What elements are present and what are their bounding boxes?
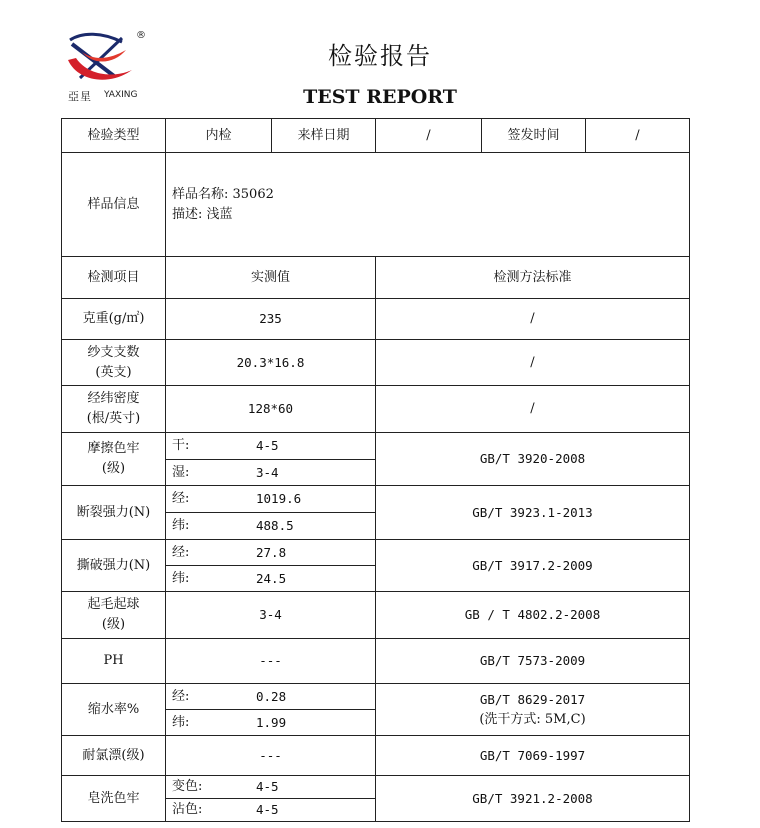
rubbing-wet-value: 3-4 [256,464,279,480]
table-row [62,592,690,639]
sample-date-value: / [376,119,482,153]
soap-stain-value: 4-5 [256,802,279,817]
soap-stain-label: 沾色: [172,802,203,817]
item-ph: PH [62,639,166,684]
rubbing-dry-cell [166,433,376,460]
table-row [62,736,690,776]
tensile-weft-cell [166,513,376,540]
item-tensile: 断裂强力(N) [62,486,166,540]
tear-weft-label: 纬: [172,570,190,586]
tear-weft-value: 24.5 [256,570,287,586]
shrink-warp-value: 0.28 [256,688,287,704]
table-row [62,776,690,799]
tear-warp-label: 经: [172,544,190,560]
tensile-warp-cell [166,486,376,513]
item-density [62,386,166,433]
shrink-weft-label: 纬: [172,714,190,730]
table-row [62,340,690,386]
shrink-warp-label: 经: [172,688,190,704]
item-weight: 克重(g/㎡) [62,299,166,340]
method-soap: GB/T 3921.2-2008 [376,776,690,822]
method-pilling: GB / T 4802.2-2008 [376,592,690,639]
sample-info-content [166,153,690,257]
sample-info-row [62,153,690,257]
item-soap: 皂洗色牢 [62,776,166,822]
col-value-header: 实测值 [166,257,376,299]
table-row [62,639,690,684]
method-rubbing: GB/T 3920-2008 [376,433,690,486]
item-pilling [62,592,166,639]
value-pilling: 3-4 [166,592,376,639]
item-rubbing-line1: 摩擦色牢 [87,441,140,456]
method-density: / [376,386,690,433]
col-item-header: 检测项目 [62,257,166,299]
header-row [62,119,690,153]
sample-info-label: 样品信息 [62,153,166,257]
sample-name-line: 样品名称: 35062 [172,186,274,202]
method-weight: / [376,299,690,340]
rubbing-wet-label: 湿: [172,464,190,480]
shrink-warp-cell [166,684,376,710]
rubbing-dry-value: 4-5 [256,438,279,453]
issue-time-label: 签发时间 [482,119,586,153]
value-ph: --- [166,639,376,684]
value-yarn: 20.3*16.8 [166,340,376,386]
report-title-cn: 检验报告 [328,42,432,70]
method-ph: GB/T 7573-2009 [376,639,690,684]
value-chlorine: --- [166,736,376,776]
method-shrink-line2: (洗干方式: 5M,C) [479,711,586,727]
item-shrink: 缩水率% [62,684,166,736]
soap-change-label: 变色: [172,779,203,794]
item-density-line1: 经纬密度 [87,391,140,406]
sample-desc-line: 描述: 浅蓝 [172,206,233,222]
issue-time-value: / [586,119,690,153]
shrink-weft-cell [166,710,376,736]
method-shrink-line1: GB/T 8629-2017 [479,691,586,707]
rubbing-wet-cell [166,460,376,486]
logo-brand-cn: 亞星 [68,90,92,103]
item-yarn-line2: (英支) [95,364,132,380]
item-rubbing [62,433,166,486]
item-rubbing-line2: (级) [101,461,126,476]
item-density-line2: (根/英寸) [86,411,141,426]
logo-brand-en: YAXING [104,90,138,100]
tensile-weft-label: 纬: [172,518,190,533]
item-chlorine: 耐氯漂(级) [62,736,166,776]
method-chlorine: GB/T 7069-1997 [376,736,690,776]
value-weight: 235 [166,299,376,340]
item-yarn-line1: 纱支支数 [87,344,140,360]
column-header-row [62,257,690,299]
tensile-weft-value: 488.5 [256,518,294,533]
rubbing-dry-label: 干: [172,438,190,453]
inspection-type-label: 检验类型 [62,119,166,153]
tensile-warp-label: 经: [172,491,190,506]
soap-stain-cell [166,799,376,822]
method-tensile: GB/T 3923.1-2013 [376,486,690,540]
item-pilling-line1: 起毛起球 [87,597,140,612]
table-row [62,684,690,710]
method-tear: GB/T 3917.2-2009 [376,540,690,592]
table-row [62,386,690,433]
col-method-header: 检测方法标准 [376,257,690,299]
soap-change-value: 4-5 [256,779,279,794]
item-yarn [62,340,166,386]
table-row [62,486,690,513]
table-row [62,299,690,340]
registered-mark: ® [136,30,146,41]
table-row [62,433,690,460]
test-report-table [61,118,690,822]
value-density: 128*60 [166,386,376,433]
tear-warp-cell [166,540,376,566]
item-tear: 撕破强力(N) [62,540,166,592]
soap-change-cell [166,776,376,799]
method-yarn: / [376,340,690,386]
inspection-type-value: 内检 [166,119,272,153]
tear-weft-cell [166,566,376,592]
table-row [62,540,690,566]
tear-warp-value: 27.8 [256,544,287,560]
sample-date-label: 来样日期 [272,119,376,153]
method-shrink [376,684,690,736]
report-title-en: TEST REPORT [303,86,457,108]
tensile-warp-value: 1019.6 [256,491,302,506]
item-pilling-line2: (级) [101,617,126,632]
shrink-weft-value: 1.99 [256,714,287,730]
